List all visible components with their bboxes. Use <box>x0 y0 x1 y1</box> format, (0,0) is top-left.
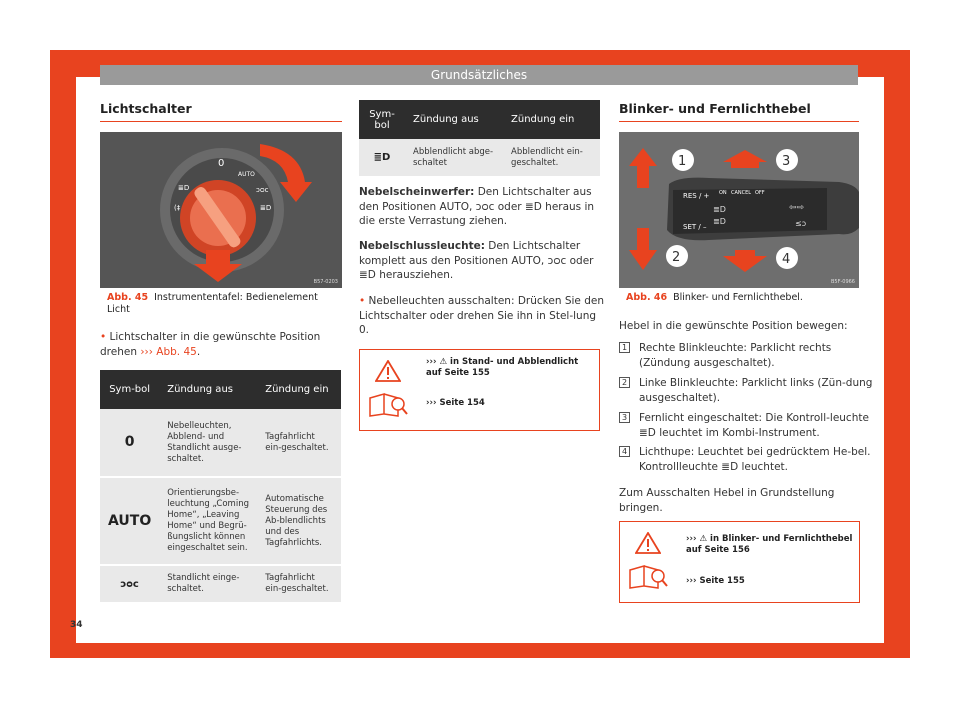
list-text: Fernlicht eingeschaltet: Die Kontroll-leuchte ≣D leuchtet im Kombi-Instrument. <box>639 412 869 439</box>
warning-link-1[interactable]: ››› ⚠ in Blinker- und Fernlichthebel auf Seite 156 <box>686 534 853 555</box>
list-number: 2 <box>619 377 630 388</box>
symbol-table-continued <box>359 100 600 178</box>
table-header-row <box>100 370 341 409</box>
manual-book-icon <box>368 392 408 418</box>
svg-text:0: 0 <box>218 158 225 169</box>
figure-caption <box>107 292 337 316</box>
table-cell-off: Orientierungsbe-leuchtung „Coming Home“, „Leaving Home“ und Begrü-ßungslicht können eingeschaltet sein. <box>159 477 257 565</box>
fog-off-text: Nebelleuchten ausschalten: Drücken Sie den Lichtschalter oder drehen Sie ihn in Stel-lung 0. <box>359 295 604 336</box>
light-switch-illustration <box>100 132 342 288</box>
bullet-text: Lichtschalter in die gewünschte Position drehen <box>100 331 321 358</box>
list-number: 4 <box>619 446 630 457</box>
table-header-on: Zündung ein <box>257 370 341 409</box>
table-cell-on: Tagfahrlicht ein-geschaltet. <box>257 565 341 603</box>
table-header-symbol: Sym-bol <box>359 100 405 139</box>
list-number: 3 <box>619 412 630 423</box>
table-cell-symbol: ᴐᴑᴄ <box>100 565 159 603</box>
fog-light-label: Nebelscheinwerfer: <box>359 186 475 198</box>
lever-illustration <box>619 132 859 288</box>
table-cell-symbol: AUTO <box>100 477 159 565</box>
fog-light-text: Den Lichtschalter aus den Positionen AUTO, ᴐᴑᴄ oder ≣D heraus in die erste Verrastung ziehen. <box>359 186 595 227</box>
svg-text:⇦⇨: ⇦⇨ <box>789 203 805 213</box>
figure-code: B57-0203 <box>313 279 338 285</box>
warning-link-1[interactable]: ››› ⚠ in Stand- und Abblendlicht auf Seite 155 <box>426 357 579 378</box>
figure-caption-text: Instrumententafel: Bedienelement Licht <box>107 292 318 315</box>
table-header-off: Zündung aus <box>159 370 257 409</box>
figure-code: B5F-0966 <box>830 279 855 285</box>
rear-fog-paragraph <box>359 239 604 283</box>
figure-label: Abb. 45 <box>107 292 149 303</box>
bullet-icon: • <box>100 331 110 343</box>
list-text: Linke Blinkleuchte: Parklicht links (Zün-dung ausgeschaltet). <box>639 377 873 404</box>
table-row <box>359 139 600 177</box>
fog-light-paragraph <box>359 185 604 229</box>
figure-caption <box>626 292 856 304</box>
fog-off-paragraph <box>359 294 604 338</box>
section-title-blinker: Blinker- und Fernlichthebel <box>619 101 811 116</box>
warning-box <box>619 521 860 603</box>
table-row <box>100 477 341 565</box>
symbol-table <box>100 370 341 604</box>
lever-outro: Zum Ausschalten Hebel in Grundstellung bringen. <box>619 487 835 514</box>
figure-light-switch <box>100 132 342 288</box>
table-cell-off: Abblendlicht abge-schaltet <box>405 139 503 177</box>
title-rule <box>100 121 342 122</box>
table-header-symbol: Sym-bol <box>100 370 159 409</box>
figure-caption-text: Blinker- und Fernlichthebel. <box>673 292 803 303</box>
table-header-off: Zündung aus <box>405 100 503 139</box>
warning-link-2[interactable]: ››› Seite 154 <box>426 398 485 408</box>
table-cell-on: Abblendlicht ein-geschaltet. <box>503 139 600 177</box>
list-item <box>621 445 879 474</box>
svg-text:≣D: ≣D <box>260 204 272 212</box>
table-cell-on: Automatische Steuerung des Ab-blendlichts und des Tagfahrlichts. <box>257 477 341 565</box>
lever-label-set: SET / – <box>683 223 707 231</box>
lever-label-res: RES / + <box>683 192 710 200</box>
table-cell-off: Nebelleuchten, Abblend- und Standlicht ausge-schaltet. <box>159 409 257 477</box>
callout-1: 1 <box>678 154 687 169</box>
warning-link-2[interactable]: ››› Seite 155 <box>686 576 745 586</box>
warning-box <box>359 349 600 431</box>
list-item <box>621 376 879 405</box>
table-cell-on: Tagfahrlicht ein-geschaltet. <box>257 409 341 477</box>
rear-fog-label: Nebelschlussleuchte: <box>359 240 485 252</box>
list-text: Lichthupe: Leuchtet bei gedrücktem He-bel. Kontrollleuchte ≣D leuchtet. <box>639 446 871 473</box>
lever-label-cancel: CANCEL <box>731 190 752 196</box>
warning-triangle-icon <box>635 532 661 554</box>
svg-text:≣D: ≣D <box>713 217 726 226</box>
table-header-on: Zündung ein <box>503 100 600 139</box>
bullet-end: . <box>196 345 201 358</box>
svg-text:AUTO: AUTO <box>238 171 255 178</box>
figure-link[interactable]: ››› Abb. 45 <box>140 345 197 358</box>
rear-fog-text: Den Lichtschalter komplett aus den Positionen AUTO, ᴐᴑᴄ oder ≣D herausziehen. <box>359 240 594 281</box>
page-number: 34 <box>70 620 83 630</box>
callout-3: 3 <box>782 154 791 169</box>
svg-text:≣D: ≣D <box>178 184 190 192</box>
callout-2: 2 <box>672 250 681 265</box>
title-rule <box>619 121 859 122</box>
lever-intro: Hebel in die gewünschte Position bewegen: <box>619 320 848 332</box>
list-number: 1 <box>619 342 630 353</box>
callout-4: 4 <box>782 252 791 267</box>
figure-turn-signal-lever <box>619 132 859 288</box>
table-row <box>100 409 341 477</box>
table-cell-off: Standlicht einge-schaltet. <box>159 565 257 603</box>
bullet-paragraph <box>100 330 345 359</box>
lever-label-on: ON <box>719 190 727 196</box>
svg-text:≤ᴐ: ≤ᴐ <box>795 219 807 228</box>
list-item <box>621 411 879 440</box>
figure-label: Abb. 46 <box>626 292 668 303</box>
manual-book-icon <box>628 564 668 590</box>
lever-label-off: OFF <box>755 190 765 196</box>
bullet-icon: • <box>359 295 369 307</box>
svg-text:≣D: ≣D <box>713 205 726 214</box>
table-row <box>100 565 341 603</box>
section-title-lichtschalter: Lichtschalter <box>100 101 192 116</box>
section-header: Grundsätzliches <box>100 65 858 85</box>
warning-triangle-icon <box>375 360 401 382</box>
svg-text:ᴐᴑᴄ: ᴐᴑᴄ <box>256 186 269 194</box>
table-cell-symbol: ≣D <box>359 139 405 177</box>
svg-text:(‡: (‡ <box>174 204 181 212</box>
list-item <box>621 341 879 370</box>
list-text: Rechte Blinkleuchte: Parklicht rechts (Zündung ausgeschaltet). <box>639 342 832 369</box>
table-header-row <box>359 100 600 139</box>
table-cell-symbol: 0 <box>100 409 159 477</box>
